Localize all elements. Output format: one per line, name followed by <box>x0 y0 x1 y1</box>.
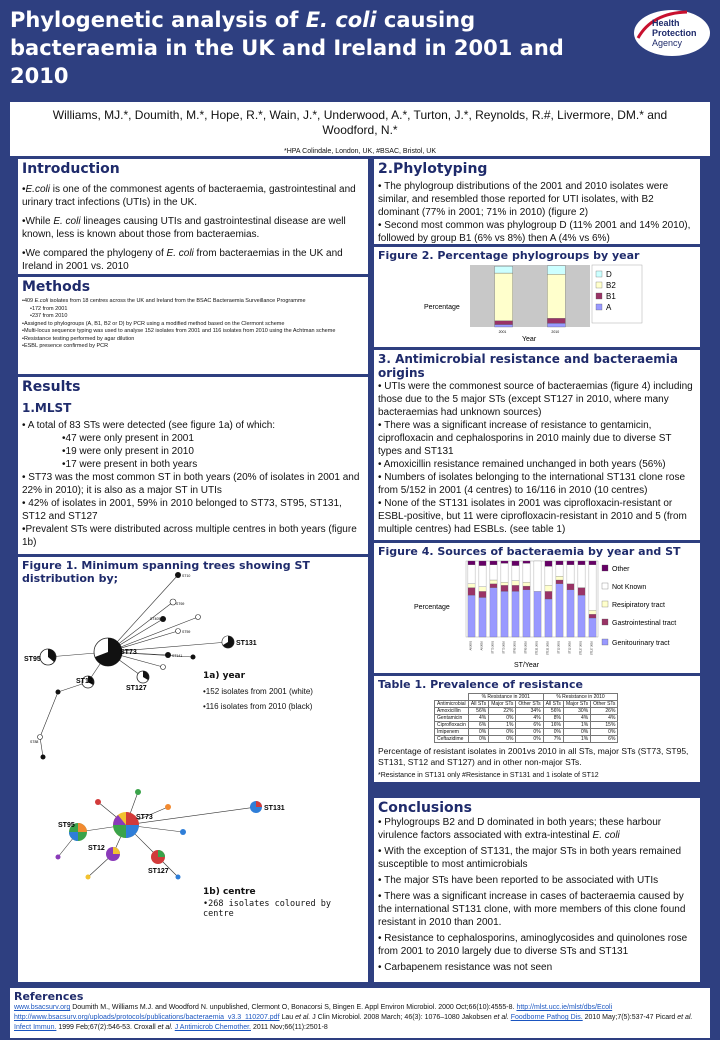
fig2-xtick-2001: 2001 <box>498 330 507 334</box>
fig4-bar-3-Other <box>501 561 508 563</box>
fig4-bar-1-Gastrointestinal-tract <box>479 591 486 597</box>
fig4-legend-swatch-3 <box>602 619 608 625</box>
fig4-legend-label-0: Other <box>612 566 630 573</box>
fig4-bar-0-Resipiratory-tract <box>468 584 475 588</box>
conclusion-6: • Carbapenem resistance was not seen <box>378 962 553 973</box>
fig2-legend-label-B1: B1 <box>606 292 616 301</box>
conclusion-3: • The major STs have been reported to be associated with UTIs <box>378 875 659 886</box>
fig4-bar-4-Other <box>512 561 519 566</box>
table-cell: 6% <box>468 722 488 729</box>
figure1-panel <box>18 557 368 982</box>
table-row <box>435 736 618 743</box>
fig4-xtick-0: All 2001 <box>469 641 473 651</box>
ref-link-protocol[interactable]: http://www.bsacsurv.org/uploads/protocols/publications/bacteraemia_v3.3_110207.pdf <box>14 1014 280 1021</box>
fig4-bar-11-Gastrointestinal-tract <box>589 614 596 618</box>
fig1a-legend <box>203 671 363 711</box>
fig4-xtick-3: ST73 2010 <box>502 641 506 654</box>
label-small-1: ST10 <box>182 574 191 578</box>
conclusions-heading: Conclusions <box>378 800 472 816</box>
fig1a-title: 1a) year <box>203 671 246 681</box>
conclusion-4: • There was a significant increase in cases of bacteraemia caused by the international ST131 clone, with more members of this clone found resistant in 2010 than 2001. <box>378 891 686 928</box>
fig4-bar-1-Genitourinary-tract <box>479 597 486 637</box>
fig4-xtick-10: ST127 2001 <box>579 641 583 656</box>
table-cell: 15% <box>591 722 618 729</box>
label-small-6: ST88 <box>30 740 39 744</box>
fig2-xtick-2010: 2010 <box>551 330 560 334</box>
resistance-p1: • UTIs were the commonest source of bacteraemias (figure 4) including those due to the 5 major STs (except ST127 in 2010, where many bacteraemias had unknown sources) <box>378 381 693 418</box>
mst-nodes-centre <box>56 789 263 880</box>
poster-title: Phylogenetic analysis of E. coli causing bacteraemia in the UK and Ireland in 2001 and 2010 <box>10 8 564 88</box>
table-cell: 0% <box>489 715 516 722</box>
table-cell: 0% <box>516 729 543 736</box>
resistance-p2: • There was a significant increase of resistance to gentamicin, ciprofloxacin and cephalosporins in 2010 mainly due to diverse ST types and ST131 <box>378 420 672 457</box>
fig4-legend-swatch-1 <box>602 583 608 589</box>
fig4-xtick-7: ST131 2010 <box>546 641 550 656</box>
fig1b-legend <box>203 887 363 919</box>
fig4-bar-3-Genitourinary-tract <box>501 591 508 637</box>
table-cell: Imipenem <box>435 729 469 736</box>
fig4-legend-label-4: Genitourinary tract <box>612 640 670 647</box>
ref-link-foodborne[interactable]: Foodborne Pathog Dis. <box>510 1014 583 1021</box>
fig4-bar-10-Other <box>578 561 585 565</box>
fig4-bar-1-Resipiratory-tract <box>479 587 486 592</box>
figure4-heading: Figure 4. Sources of bacteraemia by year and ST <box>378 545 681 558</box>
table-row <box>435 729 618 736</box>
fig4-xtick-8: ST12 2001 <box>557 641 561 654</box>
references-heading: References <box>14 990 84 1003</box>
fig4-bar-2-Resipiratory-tract <box>490 580 497 584</box>
table-col-header: Major STs <box>563 701 590 708</box>
fig2-bar-A-2010 <box>547 323 565 327</box>
figure2-panel <box>374 247 700 347</box>
table-cell: 1% <box>563 722 590 729</box>
table-row <box>435 715 618 722</box>
fig4-bar-2-Not-Known <box>490 565 497 580</box>
table-cell: 0% <box>516 736 543 743</box>
intro-bullet-3: •We compared the phylogeny of E. coli from bacteraemias in the UK and Ireland in 2001 vs. 2010 <box>22 248 343 272</box>
methods-item-2: •172 from 2001 <box>30 305 68 312</box>
fig4-bar-5-Gastrointestinal-tract <box>523 586 530 590</box>
figure4-panel <box>374 543 700 673</box>
fig2-bar-D-2010 <box>547 266 565 275</box>
results-panel <box>18 377 368 554</box>
fig4-xtick-11: ST127 2010 <box>590 641 594 656</box>
label-st131-a: ST131 <box>236 640 257 647</box>
methods-item-1: •409 E.coli isolates from 18 centres across the UK and Ireland from the BSAC Bacteraemia Surveillance Programme <box>22 298 306 304</box>
figure2-heading: Figure 2. Percentage phylogroups by year <box>378 249 640 262</box>
table-col-header: Major STs <box>489 701 516 708</box>
ref-link-infect-immun[interactable]: Infect Immun. <box>14 1024 57 1031</box>
fig2-legend-swatch-D <box>596 271 602 277</box>
fig4-bar-10-Not-Known <box>578 565 585 588</box>
table-cell: 6% <box>516 722 543 729</box>
fig4-bar-9-Genitourinary-tract <box>567 590 574 637</box>
fig1b-title: 1b) centre <box>203 887 256 897</box>
mlst-heading: 1.MLST <box>22 401 72 415</box>
fig2-bar-B1-2010 <box>547 318 565 323</box>
resistance-p5: • None of the ST131 isolates in 2001 was ciprofloxacin-resistant or ESBL-positive, but 11 were ciprofloxacin-resistant in 2010 and 5 (from multiple centres) had ESBLs. (see table 1) <box>378 498 687 535</box>
table-cell: 0% <box>468 736 488 743</box>
intro-bullet-1: •E.coli is one of the commonest agents of bacteraemia, gastrointestinal and urinary tract infections (UTIs) in the UK. <box>22 184 356 208</box>
intro-panel <box>18 159 368 274</box>
label-st73-b: ST73 <box>136 814 153 821</box>
methods-item-3: •237 from 2010 <box>30 313 68 319</box>
table-cell: 0% <box>489 729 516 736</box>
fig4-bar-11-Genitourinary-tract <box>589 618 596 637</box>
label-st95-b: ST95 <box>58 822 75 829</box>
resistance-heading: 3. Antimicrobial resistance and bacteraemia origins <box>378 352 678 380</box>
references-text: www.bsacsurv.org Doumith M., Williams M.J. and Woodford N. unpublished, Clermont O, Bonacorsi S, Bingen E. Appl Environ Microbiol. 2000 Oct;66(10):4555-8. http://mlst.ucc.ie/mlst/dbs/Ecoli http://www.bsacsurv.org/uploads/protocols/publications/bacteraemia_v3.3_110207.pdf Lau et al. J Clin Microbiol. 2008 March; 46(3): 1076–1080 Jakobsen et al. Foodborne Pathog Dis. 2010 May;7(5):537-47 Picard et al. Infect Immun. 1999 Feb;67(2):546-53. Croxall et al. J Antimicrob Chemother. 2011 Nov;66(11):2501-8 <box>14 1004 693 1031</box>
table-cell: 1% <box>489 722 516 729</box>
label-small-5: ST141 <box>172 654 183 658</box>
fig4-bar-0-Other <box>468 561 475 565</box>
table-cell: 4% <box>563 715 590 722</box>
references-panel <box>10 988 710 1038</box>
label-small-2: ST69 <box>176 602 185 606</box>
label-st73-a: ST73 <box>120 649 137 656</box>
table-cell: 30% <box>563 708 590 715</box>
fig1a-item-2: •116 isolates from 2010 (black) <box>203 702 313 711</box>
fig4-bar-3-Gastrointestinal-tract <box>501 585 508 591</box>
fig4-bar-8-Genitourinary-tract <box>556 584 563 637</box>
conclusion-2: • With the exception of ST131, the major STs in both years remained susceptible to most antimicrobials <box>378 846 682 870</box>
label-st12-a: ST12 <box>76 678 93 685</box>
fig2-legend-swatch-A <box>596 304 602 310</box>
table-cell: Gentamicin <box>435 715 469 722</box>
fig2-legend-label-B2: B2 <box>606 281 616 290</box>
fig4-legend-swatch-4 <box>602 639 608 645</box>
table-cell: 6% <box>591 736 618 743</box>
fig4-bar-5-Other <box>523 561 530 563</box>
fig1a-item-1: •152 isolates from 2001 (white) <box>203 687 313 696</box>
table-cell: 16% <box>543 722 563 729</box>
figure2-chart <box>374 261 700 347</box>
fig4-bar-3-Not-Known <box>501 563 508 582</box>
resistance-p3: • Amoxicillin resistance remained unchanged in both years (56%) <box>378 459 666 470</box>
table-col-header: All STs <box>543 701 563 708</box>
fig4-bar-9-Not-Known <box>567 565 574 584</box>
methods-panel <box>18 277 368 374</box>
fig4-bar-0-Genitourinary-tract <box>468 595 475 637</box>
conclusions-panel <box>374 798 700 982</box>
table-cell: Ceftazidime <box>435 736 469 743</box>
intro-bullet-2: •While E. coli lineages causing UTIs and gastrointestinal disease are well known, less is known about those from bacteraemias. <box>22 216 346 240</box>
table1-note-2: *Resistance in ST131 only #Resistance in ST131 and 1 isolate of ST12 <box>378 772 599 779</box>
fig2-bar-A-2001 <box>495 325 513 327</box>
table-col-header: Other STs <box>516 701 543 708</box>
fig4-bar-11-Other <box>589 561 596 565</box>
fig4-xtick-1: All 2010 <box>480 641 484 651</box>
resistance-p4: • Numbers of isolates belonging to the international ST131 clone rose from 5/152 in 2001 (4 centres) to 16/116 in 2010 (10 centres) <box>378 472 686 496</box>
authors-line2: Woodford, N.* <box>322 123 398 137</box>
fig4-bar-1-Other <box>479 561 486 566</box>
fig4-bar-7-Gastrointestinal-tract <box>545 591 552 599</box>
table-cell: 0% <box>591 729 618 736</box>
fig4-bar-4-Not-Known <box>512 566 519 581</box>
fig4-ylabel: Percentage <box>414 604 450 611</box>
table-cell: 7% <box>543 736 563 743</box>
table-row <box>435 722 618 729</box>
mlst-item-3: •17 were present in both years <box>62 459 198 470</box>
label-st131-b: ST131 <box>264 805 285 812</box>
author-block <box>10 102 710 156</box>
phylotyping-heading: 2.Phylotyping <box>378 161 488 177</box>
fig4-bar-6-Genitourinary-tract <box>534 591 541 637</box>
fig4-legend-label-2: Resipiratory tract <box>612 602 665 609</box>
table-header-row <box>435 701 618 708</box>
table-cell: 4% <box>468 715 488 722</box>
logo-icon <box>632 8 712 58</box>
methods-item-5: •Multi-locus sequence typing was used to analyse 152 isolates from 2001 and 116 isolates from 2010 using the Achtman scheme <box>22 328 336 334</box>
fig2-bar-B2-2001 <box>495 273 513 321</box>
fig4-bar-5-Not-Known <box>523 563 530 582</box>
fig4-xlabel: ST/Year <box>514 662 540 669</box>
fig4-bar-8-Gastrointestinal-tract <box>556 580 563 584</box>
fig4-bar-8-Resipiratory-tract <box>556 576 563 580</box>
fig4-xtick-4: ST95 2001 <box>513 641 517 654</box>
fig2-xlabel: Year <box>522 336 537 343</box>
fig2-ylabel: Percentage <box>424 304 460 311</box>
fig2-bar-D-2001 <box>495 266 513 273</box>
mlst-item-2: •19 were only present in 2010 <box>62 446 194 457</box>
table-cell: 8% <box>543 715 563 722</box>
table-col-header: All STs <box>468 701 488 708</box>
fig4-bar-2-Gastrointestinal-tract <box>490 584 497 588</box>
fig4-legend-label-1: Not Known <box>612 584 647 591</box>
label-small-3: ST405 <box>150 617 161 621</box>
methods-heading: Methods <box>22 279 91 295</box>
fig4-bar-7-Resipiratory-tract <box>545 585 552 591</box>
mlst-item-1: •47 were only present in 2001 <box>62 433 194 444</box>
fig4-bar-10-Gastrointestinal-tract <box>578 588 585 596</box>
fig4-bar-4-Resipiratory-tract <box>512 581 519 586</box>
table1-note-1: Percentage of resistant isolates in 2001vs 2010 in all STs, major STs (ST73, ST95, ST131, ST12 and ST127) and in other non-major STs. <box>378 746 689 767</box>
mlst-p4: •Prevalent STs were distributed across multiple centres in both years (figure 1b) <box>22 524 357 548</box>
label-st127-a: ST127 <box>126 685 147 692</box>
fig4-bar-9-Other <box>567 561 574 565</box>
table-cell: 4% <box>516 715 543 722</box>
mlst-p3: • 42% of isolates in 2001, 59% in 2010 belonged to ST73, ST95, ST131, ST12 and ST127 <box>22 498 342 522</box>
methods-item-4: •Assigned to phylogroups (A, B1, B2 or D) by PCR using a modified method based on the Clermont scheme <box>22 320 285 327</box>
fig4-bar-0-Gastrointestinal-tract <box>468 588 475 596</box>
table-cell: 0% <box>489 736 516 743</box>
intro-heading: Introduction <box>22 161 120 177</box>
table-cell: 34% <box>516 708 543 715</box>
table-cell: 22% <box>489 708 516 715</box>
fig4-bar-5-Genitourinary-tract <box>523 590 530 637</box>
results-heading: Results <box>22 379 81 395</box>
table-cell: 0% <box>468 729 488 736</box>
logo-line3: Agency <box>652 38 683 48</box>
fig4-bar-11-Not-Known <box>589 565 596 611</box>
mlst-p2: • ST73 was the most common ST in both years (20% of isolates in 2001 and 22% in 2010); it is also as a major ST in UTIs <box>22 472 360 496</box>
group-2001: % Resistance in 2001 <box>468 694 543 701</box>
fig1b-item-1: •268 isolates coloured by centre <box>203 899 331 919</box>
ref-link-bsacsurv[interactable]: www.bsacsurv.org <box>14 1004 71 1011</box>
figure4-chart <box>374 557 700 673</box>
figure1-heading: Figure 1. Minimum spanning trees showing ST distribution by; <box>22 559 310 585</box>
label-st127-b: ST127 <box>148 868 169 875</box>
ref-link-jac[interactable]: J Antimicrob Chemother. <box>174 1024 251 1031</box>
fig4-bar-7-Not-Known <box>545 566 552 585</box>
logo-line1: Health <box>652 18 680 28</box>
fig4-bar-4-Gastrointestinal-tract <box>512 585 519 591</box>
hpa-logo <box>632 8 712 58</box>
table-cell: 0% <box>563 729 590 736</box>
resistance-table <box>434 693 618 743</box>
label-st12-b: ST12 <box>88 845 105 852</box>
fig4-legend-label-3: Gastrointestinal tract <box>612 620 677 627</box>
fig2-legend-label-A: A <box>606 303 612 312</box>
mst-nodes-2001-2010 <box>38 572 235 760</box>
table-col-header: Antimicrobial <box>435 701 469 708</box>
table-cell: Amoxicillin <box>435 708 469 715</box>
fig4-bar-3-Resipiratory-tract <box>501 582 508 585</box>
fig4-xtick-5: ST95 2010 <box>524 641 528 654</box>
table-cell: 4% <box>591 715 618 722</box>
fig4-xtick-6: ST131 2001 <box>535 641 539 656</box>
fig4-bar-6-Not-Known <box>534 561 541 591</box>
fig4-bar-2-Other <box>490 561 497 565</box>
fig2-legend-swatch-B1 <box>596 293 602 299</box>
fig2-legend-label-D: D <box>606 270 612 279</box>
fig4-bar-11-Resipiratory-tract <box>589 610 596 614</box>
phylotyping-p1: • The phylogroup distributions of the 2001 and 2010 isolates were similar, and resembled those reported for UTI isolates, with B2 dominant (77% in 2001; 71% in 2010) (figure 2) <box>378 181 669 218</box>
table-group-row <box>435 694 618 701</box>
conclusion-1: • Phylogroups B2 and D dominated in both years; these harbour virulence factors associated with extra-intestinal E. coli <box>378 817 662 841</box>
table-cell: 56% <box>468 708 488 715</box>
table-cell: 56% <box>543 708 563 715</box>
table-cell: 0% <box>543 729 563 736</box>
fig4-bar-4-Genitourinary-tract <box>512 591 519 637</box>
conclusion-5: • Resistance to cephalosporins, aminoglycosides and quinolones rose from 2001 to 2010 largely due to diverse STs and ST131 <box>378 933 688 957</box>
fig4-legend-swatch-0 <box>602 565 608 571</box>
fig4-xtick-9: ST12 2010 <box>568 641 572 654</box>
logo-line2: Protection <box>652 28 697 38</box>
fig4-bar-9-Gastrointestinal-tract <box>567 584 574 590</box>
fig4-bar-2-Genitourinary-tract <box>490 588 497 637</box>
mlst-p1: • A total of 83 STs were detected (see figure 1a) of which: <box>22 420 276 431</box>
resistance-panel <box>374 350 700 540</box>
affiliations: *HPA Colindale, London, UK, #BSAC, Bristol, UK <box>283 148 436 155</box>
phylotyping-p2: • Second most common was phylogroup D (11% 2001 and 14% 2010), followed by group B1 (6% vs 8%) then A (4% vs 6%) <box>378 220 691 244</box>
fig2-legend-swatch-B2 <box>596 282 602 288</box>
phylotyping-panel <box>374 159 700 244</box>
methods-item-6: •Resistance testing performed by agar dilution <box>22 335 135 342</box>
methods-item-7: •ESBL presence confirmed by PCR <box>22 343 109 349</box>
fig4-bar-10-Genitourinary-tract <box>578 595 585 637</box>
table1-heading: Table 1. Prevalence of resistance <box>378 678 583 691</box>
group-2010: % Resistance in 2010 <box>543 694 618 701</box>
table-cell: Ciprofloxacin <box>435 722 469 729</box>
fig4-bar-7-Other <box>545 561 552 566</box>
fig4-xtick-2: ST73 2001 <box>491 641 495 654</box>
ref-link-mlst[interactable]: http://mlst.ucc.ie/mlst/dbs/Ecoli <box>516 1004 613 1011</box>
label-small-4: ST59 <box>182 630 191 634</box>
table-cell: 1% <box>563 736 590 743</box>
fig2-bar-B1-2001 <box>495 321 513 325</box>
fig4-legend-swatch-2 <box>602 601 608 607</box>
fig4-bar-8-Not-Known <box>556 565 563 576</box>
table-row <box>435 708 618 715</box>
fig2-bar-B2-2010 <box>547 274 565 318</box>
authors-line1: Williams, MJ.*, Doumith, M.*, Hope, R.*, Wain, J.*, Underwood, A.*, Turton, J.*, Reynolds, R.#, Livermore, DM.* and <box>52 108 668 122</box>
table-col-header: Other STs <box>591 701 618 708</box>
table1-panel <box>374 676 700 782</box>
table-cell: 26% <box>591 708 618 715</box>
fig4-bar-5-Resipiratory-tract <box>523 582 530 586</box>
fig4-bar-7-Genitourinary-tract <box>545 599 552 637</box>
fig4-bar-1-Not-Known <box>479 566 486 587</box>
fig4-bar-8-Other <box>556 561 563 565</box>
label-st95-a: ST95 <box>24 656 41 663</box>
fig4-bar-0-Not-Known <box>468 565 475 584</box>
